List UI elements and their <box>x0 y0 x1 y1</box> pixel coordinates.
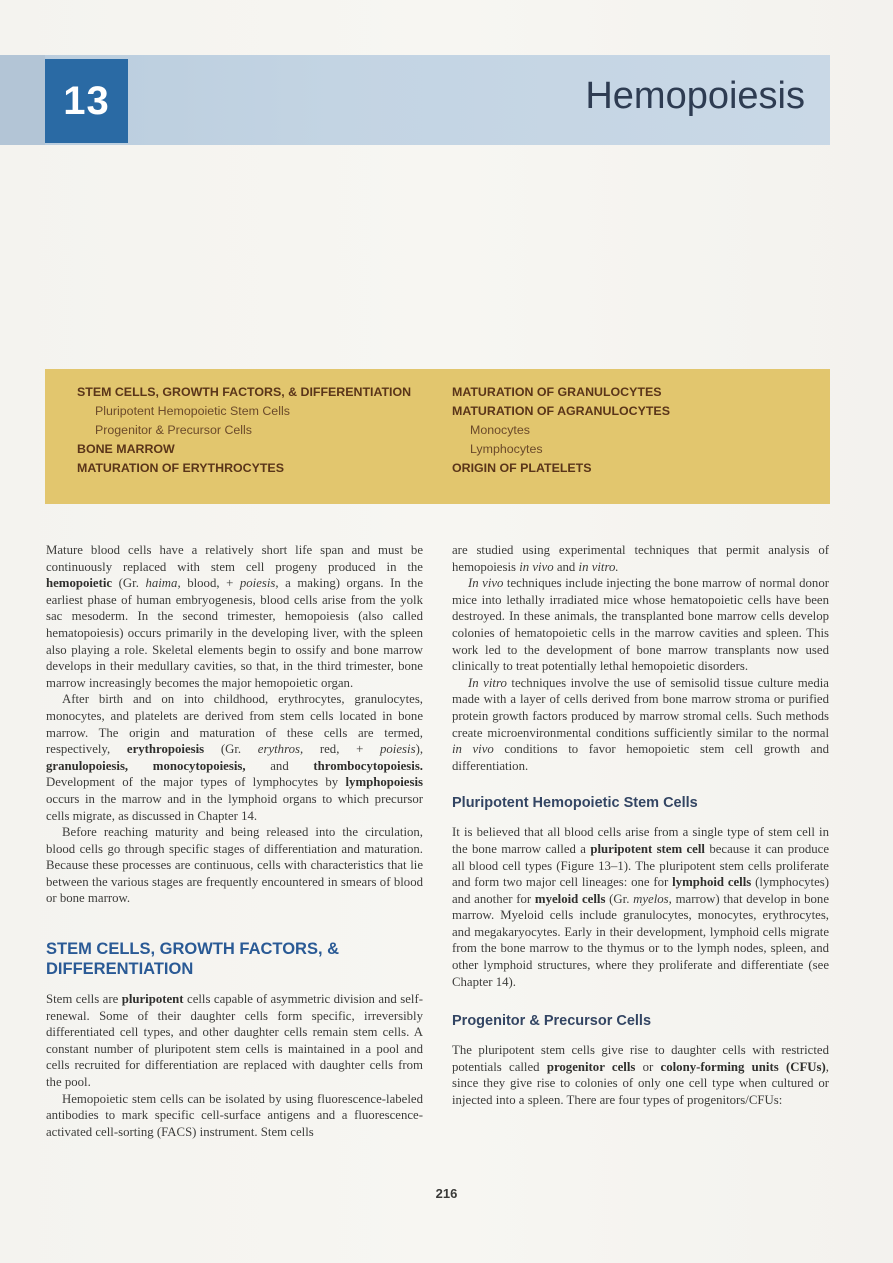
paragraph: Mature blood cells have a relatively short life span and must be continuously replaced with stem cell progeny produced in the hemopoietic (Gr. haima, blood, + poiesis, a making) organs. In the earliest phase of human embryogenesis, blood cells arise from the yolk sac mesoderm. In the second trimester, hemopoiesis (also called hematopoiesis) occurs primarily in the developing liver, with the spleen also playing a role. Skeletal elements begin to ossify and bone marrow develops in their medullary cavities, so that, in the third trimester, bone marrow increasingly becomes the major hemopoietic organ. <box>46 543 423 690</box>
subsection-heading: Pluripotent Hemopoietic Stem Cells <box>452 795 698 812</box>
contents-item: STEM CELLS, GROWTH FACTORS, & DIFFERENTIATION <box>77 385 412 399</box>
body-column-right <box>452 542 829 1109</box>
contents-item: MATURATION OF AGRANULOCYTES <box>452 404 670 418</box>
contents-item: MATURATION OF GRANULOCYTES <box>452 385 662 399</box>
page-number: 216 <box>435 1186 458 1201</box>
paragraph: The pluripotent stem cells give rise to daughter cells with restricted potentials called progenitor cells or colony-forming units (CFUs), since they give rise to colonies of only one cell type when cultured or injected into a spleen. There are four types of progenitors/CFUs: <box>452 1043 829 1108</box>
contents-item: Monocytes <box>470 423 530 437</box>
contents-item: Lymphocytes <box>470 442 543 456</box>
contents-item: Progenitor & Precursor Cells <box>95 423 253 437</box>
paragraph: Hemopoietic stem cells can be isolated by using fluorescence-labeled antibodies to mark specific cell-surface antigens and a fluorescence-activated cell-sorting (FACS) instrument. Stem cells <box>46 1091 423 1139</box>
section-heading: STEM CELLS, GROWTH FACTORS, & DIFFERENTIATION <box>46 940 340 979</box>
body-column-left <box>46 542 423 1140</box>
subsection-heading: Progenitor & Precursor Cells <box>452 1013 652 1030</box>
contents-column-right <box>452 383 670 478</box>
paragraph: Before reaching maturity and being released into the circulation, blood cells go through specific stages of differentiation and maturation. Because these processes are continuous, cells with characteristics that lie between the various stages are frequently encountered in smears of blood or bone marrow. <box>46 825 423 906</box>
chapter-header-band-edge <box>0 55 45 145</box>
contents-item: ORIGIN OF PLATELETS <box>452 461 592 475</box>
chapter-title: Hemopoiesis <box>585 75 805 117</box>
paragraph: After birth and on into childhood, erythrocytes, granulocytes, monocytes, and platelets are derived from stem cells located in bone marrow. The origin and maturation of these cells are termed, respectively, erythropoiesis (Gr. erythros, red, + poiesis), granulopoiesis, monocytopoiesis, and thrombocytopoiesis. Development of the major types of lymphocytes by lymphopoiesis occurs in the marrow and in the lymphoid organs to which precursor cells migrate, as discussed in Chapter 14. <box>46 692 424 823</box>
contents-item: Pluripotent Hemopoietic Stem Cells <box>95 404 290 418</box>
contents-item: BONE MARROW <box>77 442 175 456</box>
contents-column-left <box>77 383 411 478</box>
chapter-contents-box <box>45 369 830 504</box>
paragraph: In vivo techniques include injecting the bone marrow of normal donor mice into lethally irradiated mice whose hematopoietic cells have been destroyed. In these animals, the transplanted bone marrow cells develop colonies of hematopoietic cells in the marrow cavities and spleen. This work led to the development of bone marrow transplants now used clinically to treat potentially lethal hemopoietic disorders. <box>452 576 829 674</box>
paragraph: are studied using experimental techniques that permit analysis of hemopoiesis in vivo and in vitro. <box>452 543 829 574</box>
chapter-number: 13 <box>45 59 128 143</box>
paragraph: Stem cells are pluripotent cells capable of asymmetric division and self-renewal. Some of their daughter cells form specific, irreversibly differentiated cell types, and other daughter cells remain stem cells. A constant number of pluripotent stem cells is maintained in a pool and cells recruited for differentiation are replaced with daughter cells from the pool. <box>46 992 423 1090</box>
paragraph: In vitro techniques involve the use of semisolid tissue culture media made with a layer of cells derived from bone marrow stroma or purified protein growth factors produced by marrow stromal cells. Such methods create microenvironmental conditions sufficiently similar to the normal in vivo conditions to favor hemopoietic stem cell growth and differentiation. <box>452 675 829 773</box>
contents-item: MATURATION OF ERYTHROCYTES <box>77 461 284 475</box>
paragraph: It is believed that all blood cells arise from a single type of stem cell in the bone marrow called a pluripotent stem cell because it can produce all blood cell types (Figure 13–1). The pluripotent stem cells proliferate and form two major cell lineages: one for lymphoid cells (lymphocytes) and another for myeloid cells (Gr. myelos, marrow) that develop in bone marrow. Myeloid cells include granulocytes, monocytes, erythrocytes, and megakaryocytes. Early in their development, lymphoid cells migrate from the bone marrow to the thymus or to the lymph nodes, spleen, and other lymphoid structures, where they proliferate and differentiate (see Chapter 14). <box>452 825 830 989</box>
